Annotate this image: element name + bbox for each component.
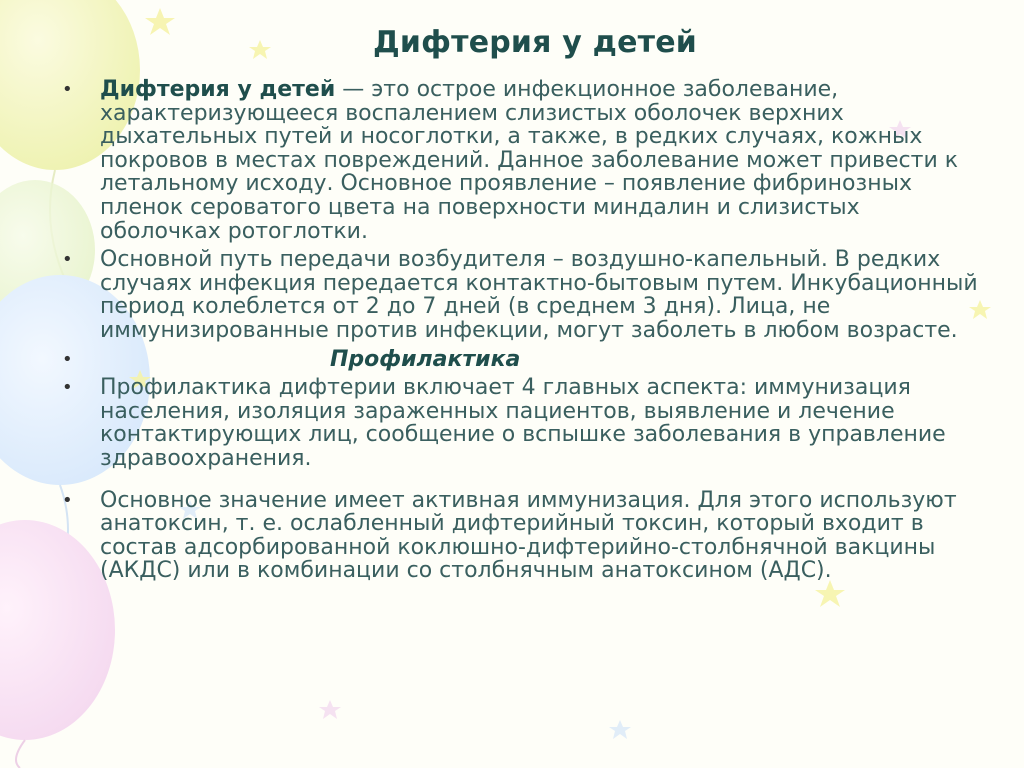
bullet-dot-icon: • — [62, 377, 73, 399]
bullet-dot-icon: • — [62, 489, 73, 511]
bullet-item-definition — [60, 78, 980, 243]
bullet-dot-icon: • — [62, 249, 73, 271]
bullet-bold-term: Дифтерия у детей — [100, 77, 336, 102]
bullet-text: Профилактика дифтерии включает 4 главных аспекта: иммунизация населения, изоляция зараженных пациентов, выявление и лечение контактирующих лиц, сообщение о вспышке заболевания в управление здравоохранения. — [100, 375, 946, 471]
slide-title: Дифтерия у детей — [373, 25, 697, 60]
bullet-item-transmission — [60, 248, 980, 342]
bullet-item-prevention-heading — [60, 348, 980, 372]
bullet-text: — это острое инфекционное заболевание, характеризующееся воспалением слизистых оболочек верхних дыхательных путей и носоглотки, а также, в редких случаях, кожных покровов в местах повреждений. Данное заболевание может привести к летальному исходу. Основное проявление – появление фибринозных пленок сероватого цвета на поверхности миндалин и слизистых оболочках ротоглотки. — [100, 77, 959, 244]
bullet-text: Основное значение имеет активная иммунизация. Для этого используют анатоксин, т. е. ослабленный дифтерийный токсин, который входит в состав адсорбированной коклюшно-дифтерийно-столбнячной вакцины (АКДС) или в комбинации со столбнячным анатоксином (АДС). — [100, 487, 957, 584]
bullet-list — [60, 78, 980, 588]
section-heading: Профилактика — [330, 346, 521, 372]
bullet-item-immunization — [60, 489, 980, 583]
bullet-text: Основной путь передачи возбудителя – воздушно-капельный. В редких случаях инфекция передается контактно-бытовым путем. Инкубационный период колеблется от 2 до 7 дней (в среднем 3 дня). Лица, не иммунизированные против инфекции, могут заболеть в любом возрасте. — [100, 247, 978, 343]
bullet-dot-icon: • — [62, 79, 73, 100]
bullet-item-prevention-aspects — [60, 376, 980, 470]
bullet-dot-icon: • — [62, 348, 73, 370]
